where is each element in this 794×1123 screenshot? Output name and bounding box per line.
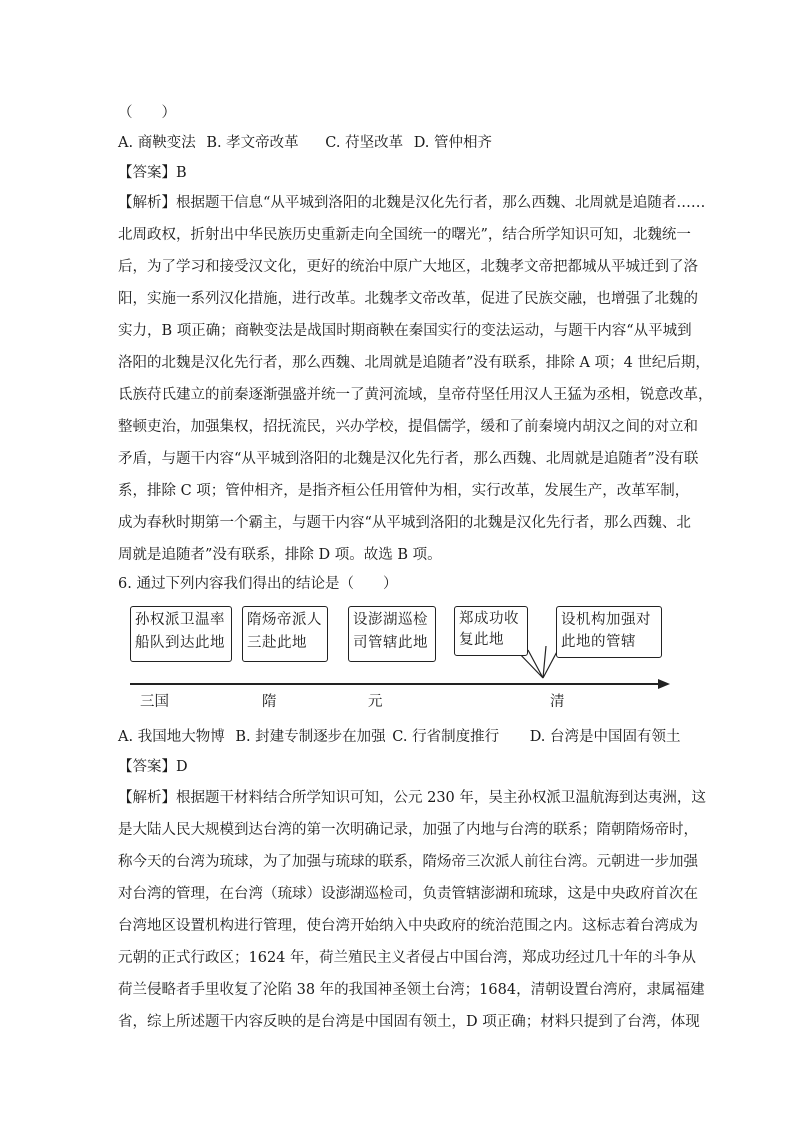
q6-answer: 【答案】D [118, 759, 188, 775]
timeline-box-sui [242, 606, 328, 662]
q5-analysis-line: 氐族苻氏建立的前秦逐渐强盛并统一了黄河流域，皇帝苻坚任用汉人王猛为丞相，锐意改革， [118, 387, 713, 403]
q5-analysis-line: 后，为了学习和接受汉文化，更好的统治中原广大地区，北魏孝文帝把都城从平城迁到了洛 [118, 259, 698, 275]
q6-option-c: C. 行省制度推行 [392, 729, 500, 745]
q5-analysis-line: 成为春秋时期第一个霸主，与题干内容“从平城到洛阳的北魏是汉化先行者，那么西魏、北 [118, 515, 691, 531]
timeline-box-text: 司管辖此地 [353, 635, 428, 651]
timeline-arrowhead [658, 679, 670, 689]
q5-analysis-line: 阳，实施一系列汉化措施，进行改革。北魏孝文帝改革，促进了民族交融，也增强了北魏的 [118, 291, 698, 307]
timeline-box-zheng-chenggong [454, 606, 528, 656]
timeline-box-text: 孙权派卫温率 [135, 612, 225, 628]
timeline-box-text: 隋炀帝派人 [247, 612, 322, 628]
q5-option-a: A. 商鞅变法 [118, 135, 196, 151]
q5-answer: 【答案】B [118, 165, 187, 181]
timeline-box-text: 三赴此地 [247, 635, 307, 651]
q6-option-d: D. 台湾是中国固有领土 [529, 729, 681, 745]
timeline-box-text: 此地的管辖 [561, 634, 636, 650]
timeline-label-yuan: 元 [368, 694, 383, 710]
q6-option-a: A. 我国地大物博 [118, 729, 225, 745]
timeline-box-text: 设澎湖巡检 [353, 612, 428, 628]
q6-option-b: B. 封建专制逐步在加强 [235, 729, 386, 745]
q5-option-d: D. 管仲相齐 [413, 135, 493, 151]
q6-analysis-line: 省，综上所述题干内容反映的是台湾是中国固有领土，D 项正确；材料只提到了台湾，体现 [118, 1014, 700, 1030]
timeline-label-qing: 清 [550, 694, 565, 710]
timeline-box-text: 船队到达此地 [135, 635, 225, 651]
q6-analysis-line: 对台湾的管理，在台湾（琉球）设澎湖巡检司，负责管辖澎湖和琉球，这是中央政府首次在 [118, 886, 698, 902]
q5-paren: （ ） [118, 105, 176, 121]
q6-analysis-line: 荷兰侵略者手里收复了沦陷 38 年的我国神圣领土台湾；1684，清朝设置台湾府，隶属福建 [118, 982, 705, 998]
q6-timeline-figure [118, 598, 678, 710]
q6-analysis-line: 【解析】根据题干材料结合所学知识可知，公元 230 年，吴主孙权派卫温航海到达夷洲，这 [118, 790, 706, 806]
q5-option-c: C. 苻坚改革 [325, 135, 404, 151]
timeline-box-text: 设机构加强对 [561, 612, 651, 628]
q5-analysis-line: 【解析】根据题干信息“从平城到洛阳的北魏是汉化先行者，那么西魏、北周就是追随者…… [118, 195, 706, 211]
q6-analysis-line: 称今天的台湾为琉球，为了加强与琉球的联系，隋炀帝三次派人前往台湾。元朝进一步加强 [118, 854, 698, 870]
timeline-box-qing [556, 606, 662, 658]
timeline-box-text: 复此地 [459, 632, 504, 648]
q5-analysis-line: 整顿吏治，加强集权，招抚流民，兴办学校，提倡儒学，缓和了前秦境内胡汉之间的对立和 [118, 419, 698, 435]
timeline-box-yuan [348, 606, 436, 662]
q5-options [118, 133, 492, 153]
q6-analysis-line: 是大陆人民大规模到达台湾的第一次明确记录，加强了内地与台湾的联系；隋朝隋炀帝时， [118, 822, 698, 838]
q5-analysis-line: 北周政权，折射出中华民族历史重新走向全国统一的曙光”，结合所学知识可知，北魏统一 [118, 227, 691, 243]
timeline-label-sui: 隋 [262, 694, 277, 710]
q5-analysis-line: 洛阳的北魏是汉化先行者，那么西魏、北周就是追随者”没有联系，排除 A 项；4 世纪后期， [118, 355, 710, 371]
timeline-box-three-kingdoms [130, 606, 232, 662]
q6-options [118, 727, 681, 747]
timeline-box-text: 郑成功收 [459, 611, 519, 627]
q6-analysis-line: 元朝的正式行政区；1624 年，荷兰殖民主义者侵占中国台湾，郑成功经过几十年的斗争从 [118, 950, 697, 966]
timeline-label-three-kingdoms: 三国 [140, 694, 169, 710]
q5-option-b: B. 孝文帝改革 [206, 135, 299, 151]
q5-analysis-line: 矛盾，与题干内容“从平城到洛阳的北魏是汉化先行者，那么西魏、北周就是追随者”没有联 [118, 451, 699, 467]
q5-analysis-line: 周就是追随者”没有联系，排除 D 项。故选 B 项。 [118, 547, 442, 563]
q5-analysis-line: 系，排除 C 项；管仲相齐，是指齐桓公任用管仲为相，实行改革，发展生产，改革军制， [118, 483, 690, 499]
q6-stem: 6. 通过下列内容我们得出的结论是（ ） [118, 576, 398, 592]
q6-analysis-line: 台湾地区设置机构进行管理，使台湾开始纳入中央政府的统治范围之内。这标志着台湾成为 [118, 918, 698, 934]
q5-analysis-line: 实力，B 项正确；商鞅变法是战国时期商鞅在秦国实行的变法运动，与题干内容“从平城到 [118, 323, 692, 339]
